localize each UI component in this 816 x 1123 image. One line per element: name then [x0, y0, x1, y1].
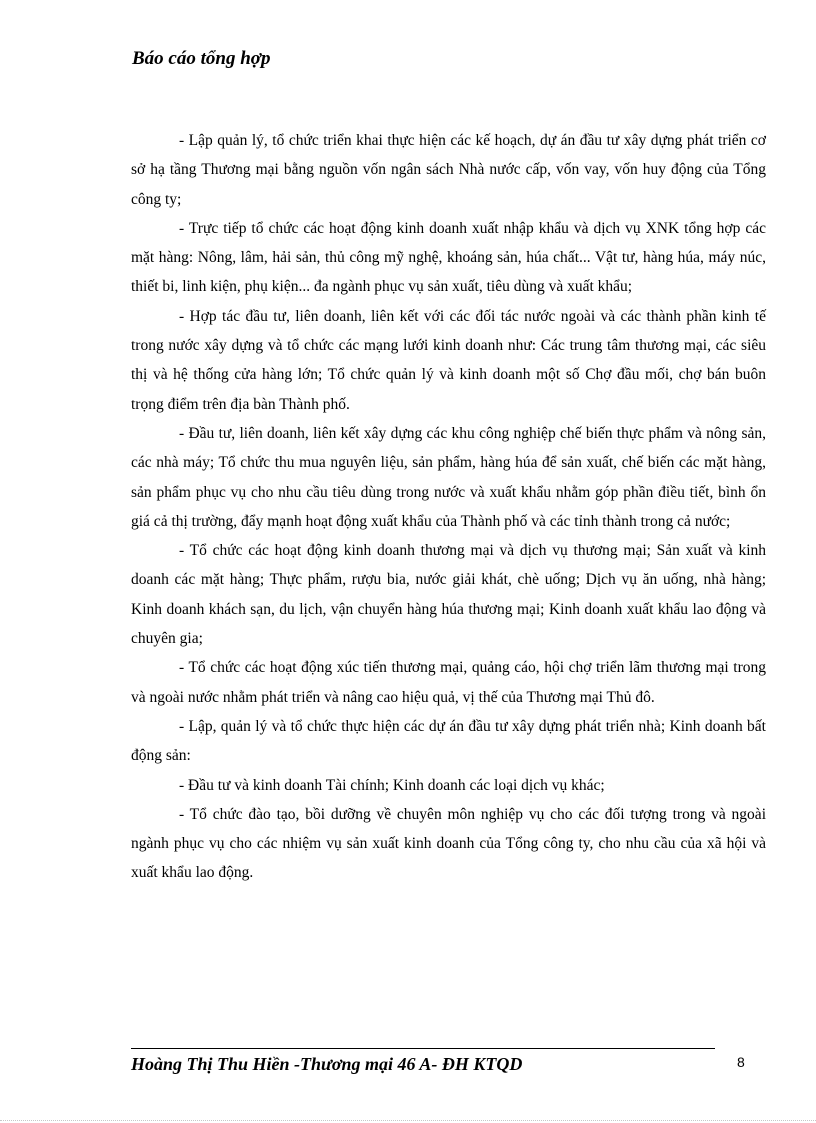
page-header-title: Báo cáo tổng hợp — [132, 48, 271, 69]
body-text — [131, 126, 766, 888]
paragraph: - Hợp tác đầu tư, liên doanh, liên kết với các đối tác nước ngoài và các thành phần kinh tế trong nước xây dựng và tổ chức các mạng lưới kinh doanh như: Các trung tâm thương mại, các siêu thị và hệ thống cửa hàng lớn; Tổ chức quản lý và kinh doanh một số Chợ đầu mối, chợ bán buôn trọng điểm trên địa bàn Thành phố. — [131, 307, 766, 413]
paragraph: - Tổ chức các hoạt động xúc tiến thương mại, quảng cáo, hội chợ triển lãm thương mại trong và ngoài nước nhằm phát triển và nâng cao hiệu quả, vị thế của Thương mại Thủ đô. — [131, 659, 766, 706]
paragraph: - Trực tiếp tổ chức các hoạt động kinh doanh xuất nhập khẩu và dịch vụ XNK tổng hợp các mặt hàng: Nông, lâm, hải sản, thủ công mỹ nghệ, khoáng sản, húa chất... Vật tư, hàng húa, máy núc, thiết bi, linh kiện, phụ kiện... đa ngành phục vụ sản xuất, tiêu dùng và xuất khẩu; — [131, 219, 766, 296]
paragraph: - Lập quản lý, tổ chức triển khai thực hiện các kế hoạch, dự án đầu tư xây dựng phát triển cơ sở hạ tầng Thương mại bằng nguồn vốn ngân sách Nhà nước cấp, vốn vay, vốn huy động của Tổng công ty; — [131, 132, 766, 208]
footer-author: Hoàng Thị Thu Hiền -Thương mại 46 A- ĐH KTQD — [131, 1054, 523, 1074]
page-bottom-edge — [0, 1120, 816, 1121]
paragraph: - Tổ chức các hoạt động kinh doanh thương mại và dịch vụ thương mại; Sản xuất và kinh doanh các mặt hàng; Thực phẩm, rượu bia, nước giải khát, chè uống; Dịch vụ ăn uống, nhà hàng; Kinh doanh khách sạn, du lịch, vận chuyển hàng húa thương mại; Kinh doanh xuất khẩu lao động và chuyên gia; — [131, 542, 766, 648]
footer-divider — [131, 1048, 715, 1049]
page-number: 8 — [737, 1054, 745, 1070]
paragraph: - Lập, quản lý và tổ chức thực hiện các dự án đầu tư xây dựng phát triển nhà; Kinh doanh bất động sản: — [131, 717, 766, 765]
paragraph: - Đầu tư, liên doanh, liên kết xây dựng các khu công nghiệp chế biến thực phẩm và nông sản, các nhà máy; Tổ chức thu mua nguyên liệu, sản phẩm, hàng húa để sản xuất, chế biến các mặt hàng, sản phẩm phục vụ cho nhu cầu tiêu dùng trong nước và xuất khẩu nhằm góp phần điều tiết, bình ổn giá cả thị trường, đẩy mạnh hoạt động xuất khẩu của Thành phố và các tỉnh thành trong cả nước; — [131, 424, 766, 530]
paragraph: - Tổ chức đào tạo, bồi dưỡng về chuyên môn nghiệp vụ cho các đối tượng trong và ngoài ngành phục vụ cho các nhiệm vụ sản xuất kinh doanh của Tổng công ty, cho nhu cầu của xã hội và xuất khẩu lao động. — [131, 805, 766, 882]
paragraph: - Đầu tư và kinh doanh Tài chính; Kinh doanh các loại dịch vụ khác; — [179, 776, 605, 794]
